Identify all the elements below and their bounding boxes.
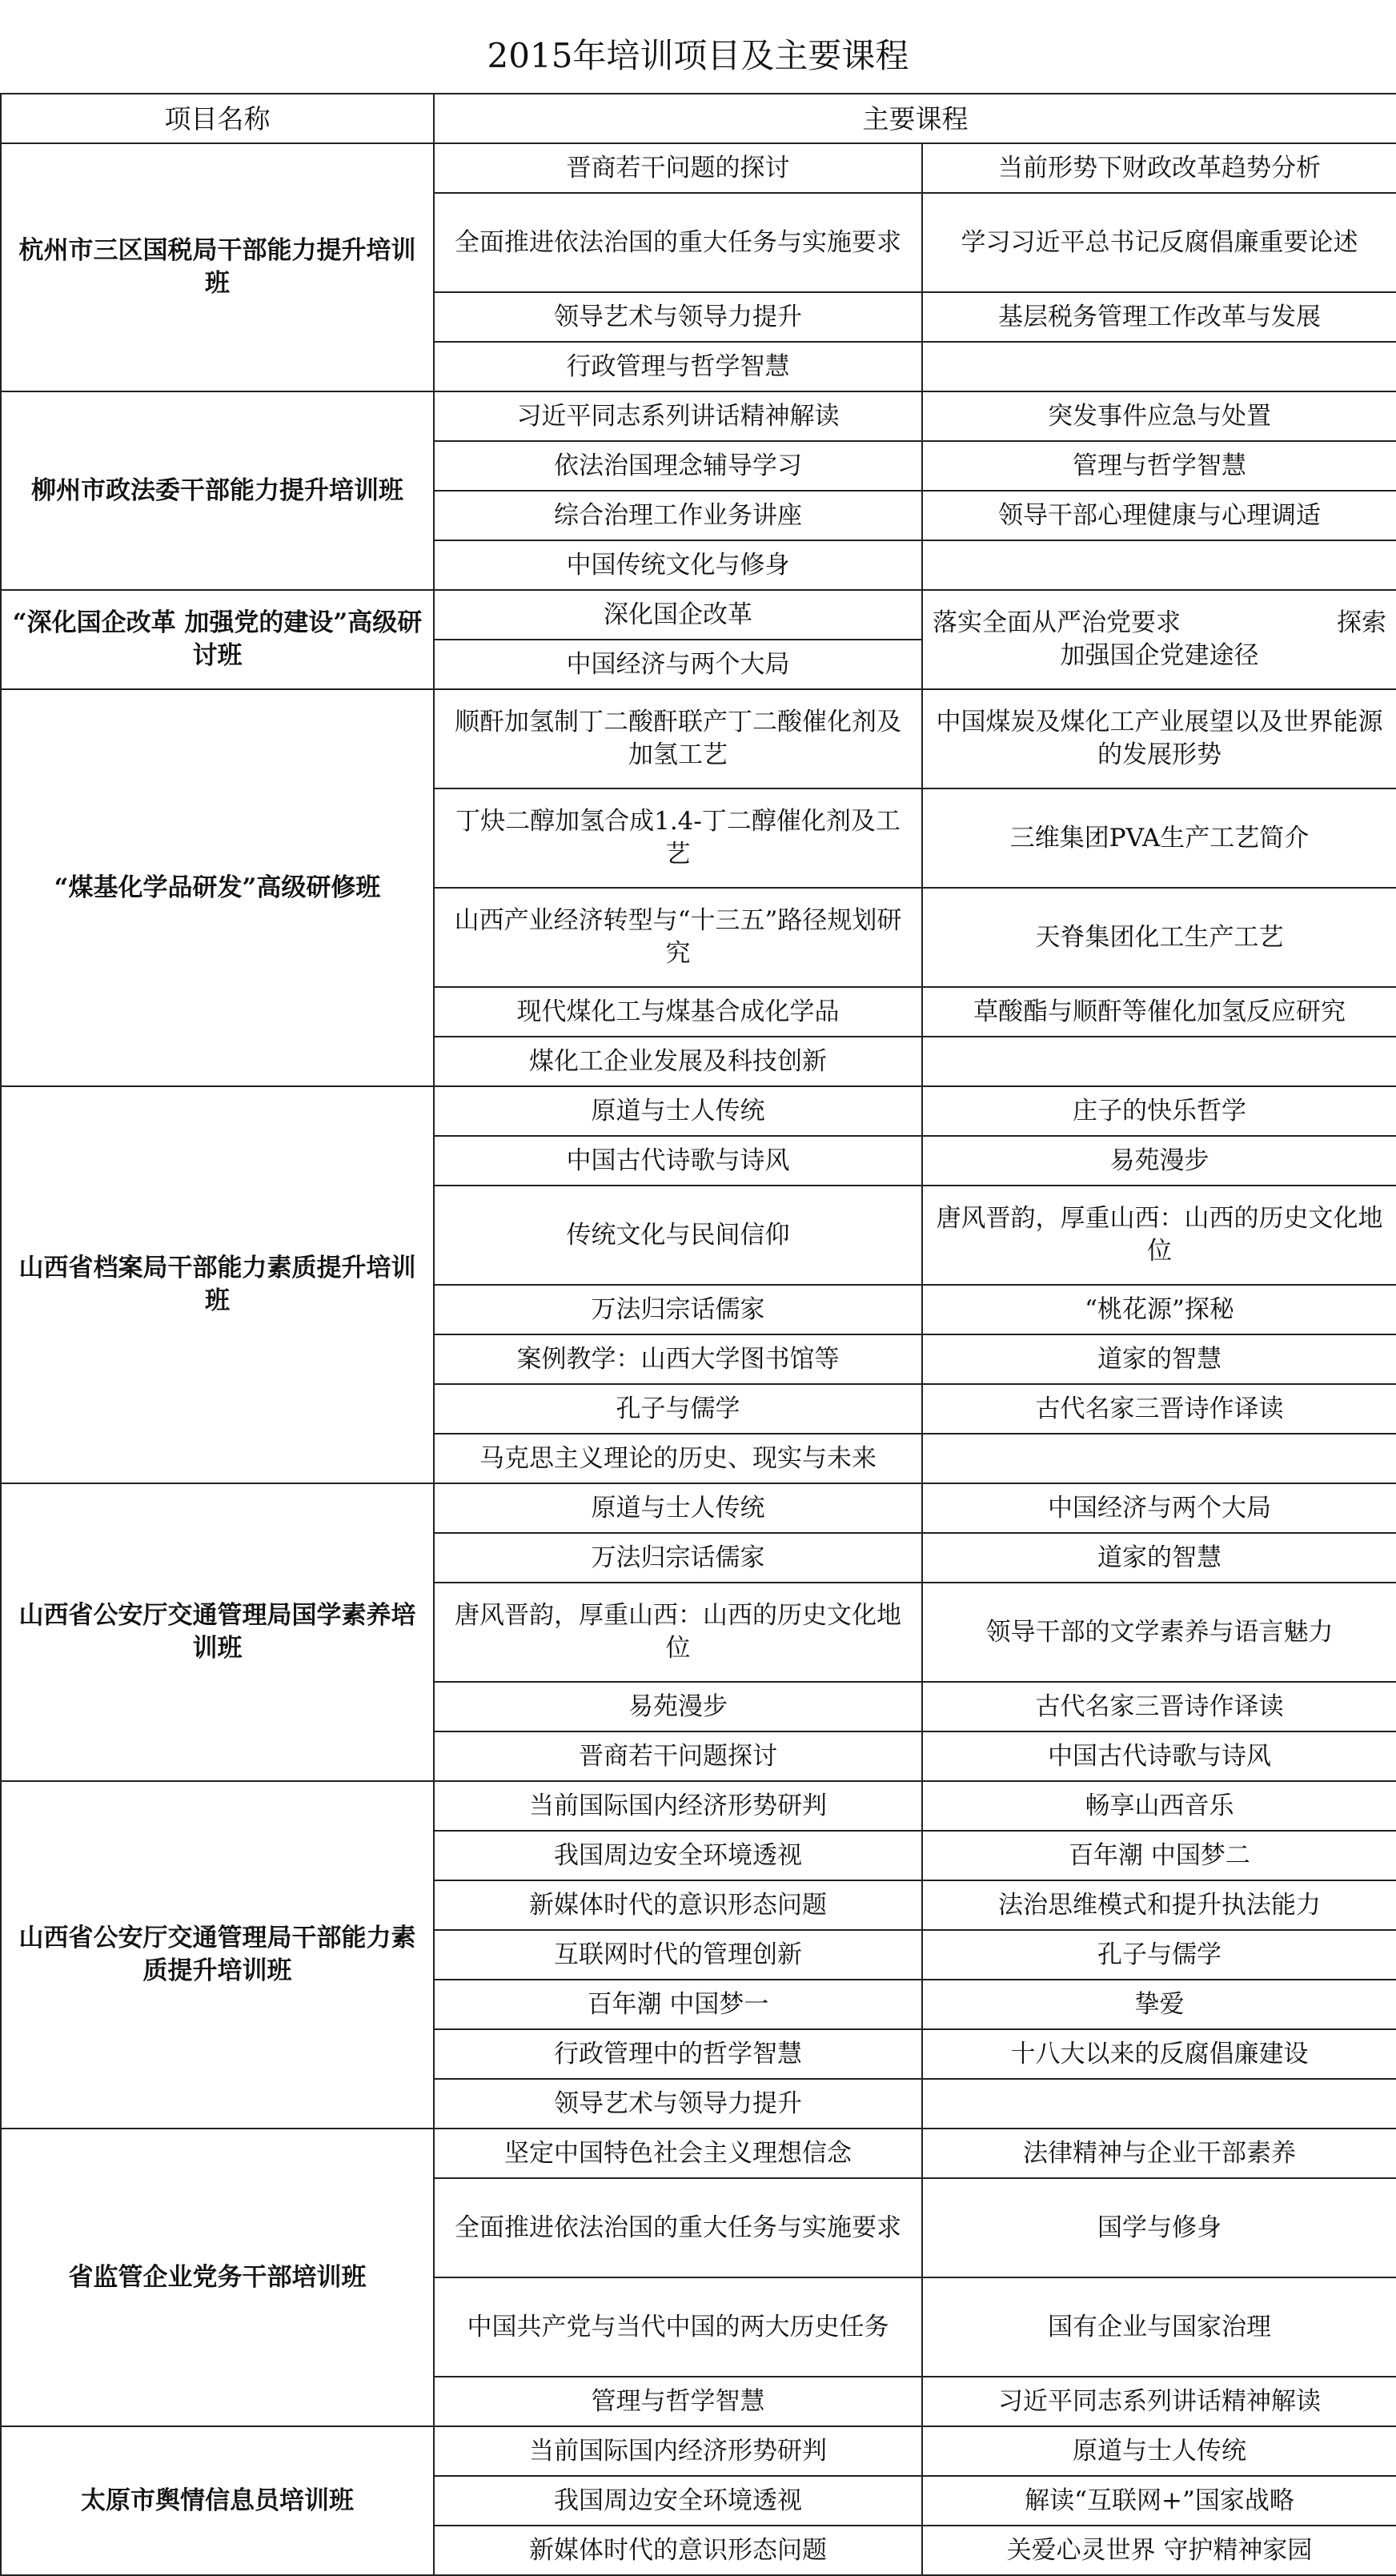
course-table-body [1,94,1396,2575]
course-cell: 基层税务管理工作改革与发展 [922,292,1396,342]
table-row [1,2129,1396,2178]
course-cell: 互联网时代的管理创新 [434,1930,922,1980]
course-cell: 中国煤炭及煤化工产业展望以及世界能源的发展形势 [922,689,1396,788]
course-cell: 全面推进依法治国的重大任务与实施要求 [434,2178,922,2277]
course-cell: 新媒体时代的意识形态问题 [434,1880,922,1930]
course-cell: 习近平同志系列讲话精神解读 [434,391,922,441]
course-cell: 领导艺术与领导力提升 [434,292,922,342]
course-cell: 管理与哲学智慧 [922,441,1396,491]
course-cell [922,1037,1396,1086]
project-name-cell: 杭州市三区国税局干部能力提升培训班 [1,143,434,391]
table-header-row [1,94,1396,143]
course-cell: 领导干部的文学素养与语言魅力 [922,1583,1396,1682]
course-cell: 领导干部心理健康与心理调适 [922,491,1396,540]
course-cell: 山西产业经济转型与“十三五”路径规划研究 [434,888,922,987]
course-cell: 古代名家三晋诗作译读 [922,1682,1396,1731]
course-cell: 中国经济与两个大局 [434,640,922,689]
course-cell: 中国共产党与当代中国的两大历史任务 [434,2277,922,2377]
course-cell: 我国周边安全环境透视 [434,1831,922,1880]
course-cell: 挚爱 [922,1980,1396,2029]
course-cell: 学习习近平总书记反腐倡廉重要论述 [922,193,1396,292]
table-row [1,1781,1396,1831]
header-project-name: 项目名称 [1,94,434,143]
course-cell: 中国传统文化与修身 [434,540,922,590]
course-cell: 原道与士人传统 [434,1483,922,1533]
course-cell: 晋商若干问题探讨 [434,1731,922,1781]
course-cell: 道家的智慧 [922,1334,1396,1384]
merged-course-left: 落实全面从严治党要求 [933,608,1181,637]
course-cell: 万法归宗话儒家 [434,1533,922,1583]
course-cell: 依法治国理念辅导学习 [434,441,922,491]
course-cell: 煤化工企业发展及科技创新 [434,1037,922,1086]
course-cell: 孔子与儒学 [922,1930,1396,1980]
table-row [1,1086,1396,1136]
table-row [1,1483,1396,1533]
course-cell: 三维集团PVA生产工艺简介 [922,788,1396,888]
course-cell: 孔子与儒学 [434,1384,922,1434]
course-cell: 新媒体时代的意识形态问题 [434,2526,922,2575]
project-name-cell: “深化国企改革 加强党的建设”高级研讨班 [1,590,434,689]
table-row [1,689,1396,788]
course-cell: 百年潮 中国梦二 [922,1831,1396,1880]
course-cell [922,540,1396,590]
course-cell-merged [922,590,1396,689]
course-cell: 综合治理工作业务讲座 [434,491,922,540]
course-cell: 解读“互联网+”国家战略 [922,2476,1396,2526]
course-cell: 当前形势下财政改革趋势分析 [922,143,1396,193]
project-name-cell: 山西省公安厅交通管理局干部能力素质提升培训班 [1,1781,434,2129]
course-cell: 原道与士人传统 [922,2426,1396,2476]
course-cell: 坚定中国特色社会主义理想信念 [434,2129,922,2178]
course-cell: 行政管理与哲学智慧 [434,342,922,391]
course-cell: 国有企业与国家治理 [922,2277,1396,2377]
course-cell: 中国古代诗歌与诗风 [922,1731,1396,1781]
course-cell: 深化国企改革 [434,590,922,640]
course-cell: 国学与修身 [922,2178,1396,2277]
course-cell [922,342,1396,391]
table-row [1,590,1396,640]
course-cell: 全面推进依法治国的重大任务与实施要求 [434,193,922,292]
course-cell: “桃花源”探秘 [922,1285,1396,1334]
course-cell: 晋商若干问题的探讨 [434,143,922,193]
course-cell: 当前国际国内经济形势研判 [434,2426,922,2476]
course-cell: 现代煤化工与煤基合成化学品 [434,987,922,1037]
merged-course-text [933,607,1386,672]
course-cell: 法治思维模式和提升执法能力 [922,1880,1396,1930]
course-cell: 易苑漫步 [434,1682,922,1731]
course-cell: 中国经济与两个大局 [922,1483,1396,1533]
course-cell: 唐风晋韵，厚重山西：山西的历史文化地位 [922,1186,1396,1285]
course-cell: 管理与哲学智慧 [434,2377,922,2426]
course-cell: 案例教学：山西大学图书馆等 [434,1334,922,1384]
course-cell: 突发事件应急与处置 [922,391,1396,441]
course-cell: 唐风晋韵，厚重山西：山西的历史文化地位 [434,1583,922,1682]
table-row [1,391,1396,441]
course-cell: 百年潮 中国梦一 [434,1980,922,2029]
project-name-cell: 柳州市政法委干部能力提升培训班 [1,391,434,590]
course-cell: 道家的智慧 [922,1533,1396,1583]
course-cell: 领导艺术与领导力提升 [434,2079,922,2129]
course-cell: 易苑漫步 [922,1136,1396,1186]
project-name-cell: 太原市舆情信息员培训班 [1,2426,434,2575]
course-cell: 中国古代诗歌与诗风 [434,1136,922,1186]
table-row [1,143,1396,193]
course-cell: 庄子的快乐哲学 [922,1086,1396,1136]
merged-course-right: 探索 [1337,608,1386,637]
course-table [0,93,1396,2576]
course-cell: 我国周边安全环境透视 [434,2476,922,2526]
course-cell: 丁炔二醇加氢合成1.4-丁二醇催化剂及工艺 [434,788,922,888]
course-cell: 原道与士人传统 [434,1086,922,1136]
course-cell: 马克思主义理论的历史、现实与未来 [434,1434,922,1483]
course-cell: 法律精神与企业干部素养 [922,2129,1396,2178]
course-cell: 万法归宗话儒家 [434,1285,922,1334]
course-cell: 十八大以来的反腐倡廉建设 [922,2029,1396,2079]
course-cell: 顺酐加氢制丁二酸酐联产丁二酸催化剂及加氢工艺 [434,689,922,788]
course-cell: 行政管理中的哲学智慧 [434,2029,922,2079]
course-cell: 草酸酯与顺酐等催化加氢反应研究 [922,987,1396,1037]
course-cell: 关爱心灵世界 守护精神家园 [922,2526,1396,2575]
course-cell: 传统文化与民间信仰 [434,1186,922,1285]
project-name-cell: 山西省档案局干部能力素质提升培训班 [1,1086,434,1483]
course-cell: 畅享山西音乐 [922,1781,1396,1831]
course-cell: 天脊集团化工生产工艺 [922,888,1396,987]
course-cell: 习近平同志系列讲话精神解读 [922,2377,1396,2426]
project-name-cell: 山西省公安厅交通管理局国学素养培训班 [1,1483,434,1781]
project-name-cell: 省监管企业党务干部培训班 [1,2129,434,2426]
project-name-cell: “煤基化学品研发”高级研修班 [1,689,434,1086]
table-row [1,2426,1396,2476]
course-cell [922,1434,1396,1483]
course-cell [922,2079,1396,2129]
course-cell: 当前国际国内经济形势研判 [434,1781,922,1831]
merged-course-line2: 加强国企党建途径 [1060,641,1259,670]
course-cell: 古代名家三晋诗作译读 [922,1384,1396,1434]
document-title: 2015年培训项目及主要课程 [487,36,909,75]
header-main-courses: 主要课程 [434,94,1396,143]
